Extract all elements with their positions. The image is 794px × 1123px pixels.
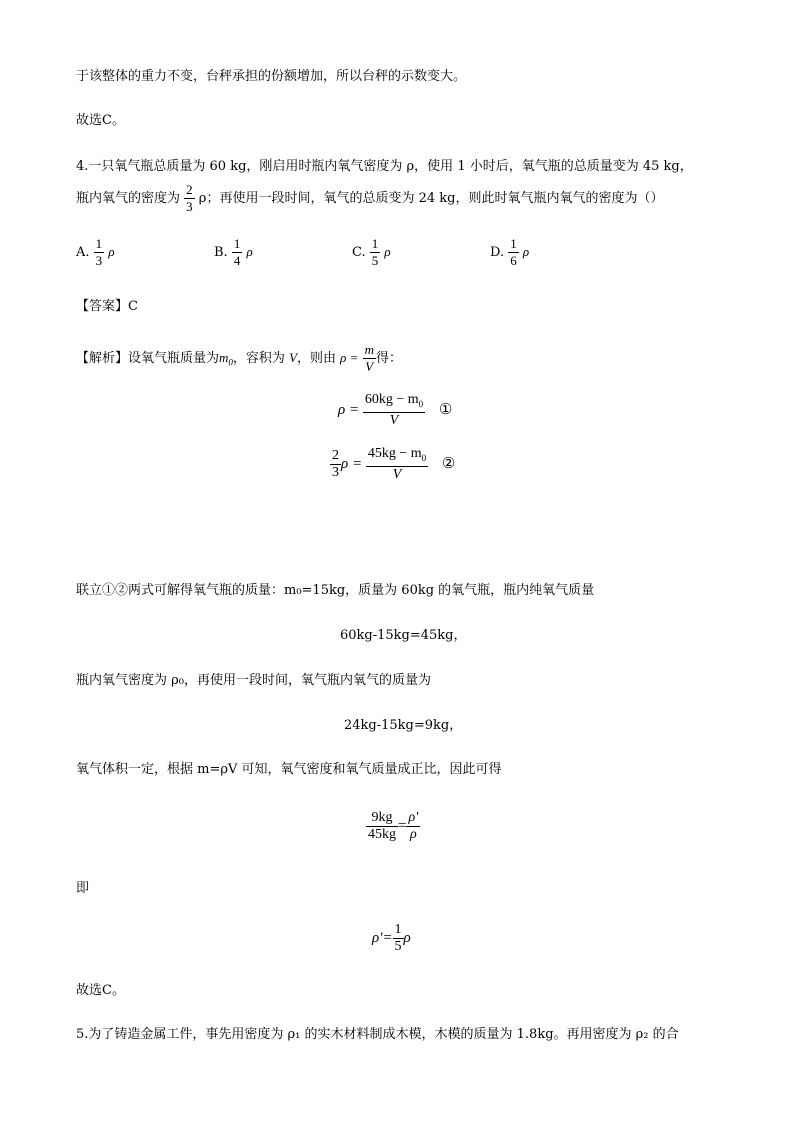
option-fraction: $\frac{1}{3}$ [95, 236, 103, 268]
calc-line-1: 60kg-15kg=45kg， [340, 628, 467, 643]
option-label: B. [214, 245, 228, 260]
question-5-line: 5.为了铸造金属工件，事先用密度为 ρ₁ 的实木材料制成木模，木模的质量为 1.8kg。再用密度为 ρ₂ 的合 [76, 1027, 679, 1042]
option-d [490, 236, 529, 269]
option-symbol: ρ [108, 244, 115, 259]
option-symbol: ρ [384, 244, 391, 259]
q4-text-post: ρ；再使用一段时间，氧气的总质变为 24 kg，则此时氧气瓶内氧气的密度为（） [198, 191, 664, 206]
option-a [76, 236, 115, 269]
conclusion-line: 故选C。 [76, 113, 125, 128]
equation-4: ρ'= $\frac{1}{5}$ ρ [372, 922, 411, 954]
equation-3: $\frac{9kg}{45kg}$ = $\frac{\rho'}{\rho}$ [368, 810, 419, 842]
proportion-line: 氧气体积一定，根据 m=ρV 可知，氧气密度和氧气质量成正比，因此可得 [76, 762, 502, 777]
calc-line-2: 24kg-15kg=9kg， [344, 718, 463, 733]
answer-line: 【答案】C [76, 299, 138, 314]
equation-2: $\frac{2}{3}$ ρ = $\frac{45kg - m_0}{V}$ ② [332, 446, 456, 482]
option-symbol: ρ [246, 244, 253, 259]
text-line: 于该整体的重力不变，台秤承担的份额增加，所以台秤的示数变大。 [76, 69, 467, 84]
equation-tag: ② [441, 455, 456, 472]
option-c [352, 236, 391, 269]
option-fraction: $\frac{1}{6}$ [510, 236, 517, 268]
q4-fraction-num: 2 [186, 182, 193, 197]
density-line: 瓶内氧气密度为 ρ₀，再使用一段时间，氧气瓶内氧气的质量为 [76, 673, 431, 688]
joint-line: 联立①②两式可解得氧气瓶的质量：m₀=15kg，质量为 60kg 的氧气瓶，瓶内纯氧气质量 [76, 583, 595, 598]
analysis-fraction: $\frac{m}{V}$ [364, 342, 374, 374]
q4-fraction-den: 3 [186, 199, 193, 214]
option-fraction: $\frac{1}{4}$ [233, 236, 241, 268]
question-4-line-2 [76, 182, 663, 215]
option-symbol: ρ [522, 244, 530, 259]
option-label: D. [490, 245, 505, 260]
equation-tag: ① [438, 401, 453, 418]
q4-fraction [184, 182, 195, 215]
analysis-line: 【解析】设氧气瓶质量为$m_0$，容积为 V，则由 ρ = $\frac{m}{V}$ 得： [76, 342, 402, 374]
option-fraction: $\frac{1}{5}$ [371, 236, 379, 268]
equation-1: ρ = $\frac{60kg - m_0}{V}$ ① [338, 392, 453, 428]
option-label: A. [76, 245, 90, 260]
ji-line: 即 [76, 881, 90, 896]
option-label: C. [352, 245, 366, 260]
option-b [214, 236, 253, 269]
q4-text-pre: 瓶内氧气的密度为 [76, 191, 181, 206]
question-4-line-1: 4.一只氧气瓶总质量为 60 kg，刚启用时瓶内氧气密度为 ρ，使用 1 小时后，氧气瓶的总质量变为 45 kg， [76, 159, 693, 174]
conclusion-line-2: 故选C。 [76, 983, 125, 998]
